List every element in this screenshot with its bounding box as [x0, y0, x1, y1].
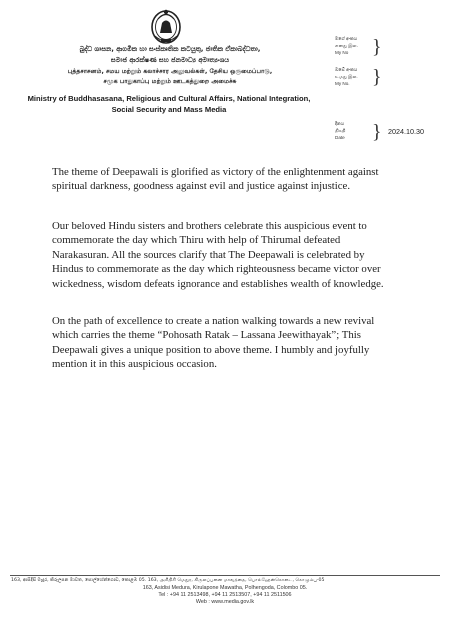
my-number-brace: }	[372, 36, 382, 58]
footer-website: Web : www.media.gov.lk	[195, 599, 255, 605]
ministry-title-tamil-line1: புத்தசாசனம், சமய மற்றும் கலாச்சார அலுவல்கள், தேசிய ஒருமைப்பாடு,	[67, 68, 273, 75]
ministry-title-english-line1: Ministry of Buddhasasana, Religious and Cultural Affairs, National Integration,	[27, 94, 311, 103]
body-paragraph-3: On the path of excellence to create a nation walking towards a new revival which carries the theme “Pohosath Ratak – Lassana Jeewithayak”; This Deepawali gives a unique position to above theme. I humbly and joyfully mention it in this auspicious occasion.	[52, 315, 375, 371]
footer-address-local: 163, ආසිදිසි මැදුර, කිරුලපන මාවත, පොල්හේන්ගොඩ, කොළඹ 05. 163, அசிதிசி மெதுர, கிருலப்பனை மாவத்தை, பொல்ஹேன்கொடை, கொழும்பு-05	[11, 578, 325, 583]
date-brace: }	[372, 121, 382, 143]
ministry-title-english-line2: Social Security and Mass Media	[111, 105, 227, 115]
date-value: 2024.10.30	[388, 127, 424, 136]
date-label: දිනය திகதி Date	[335, 121, 346, 140]
footer-telephone: Tel : +94 11 2513498, +94 11 2513507, +94 11 2511506	[158, 592, 292, 598]
ministry-title-sinhala-line2: සමාජ ආරක්ෂණ සහ ජනමාධ්‍ය අමාත්‍යංශය	[110, 55, 230, 64]
sri-lanka-state-emblem-icon	[149, 6, 183, 46]
your-number-brace: }	[372, 66, 382, 88]
body-paragraph-2: Our beloved Hindu sisters and brothers celebrate this auspicious event to commemorate the day which Thiru with help of Thirumal defeated Narakasuran. All the sources clarify that The Deepawali is celebrated by Hindus to commemorate as the day which righteousness became victor over wickedness, wisdom defeats ignorance and establishes wealth of knowledge.	[52, 220, 384, 290]
footer-address-english: 163, Asidisi Medura, Kirulapone Mawatha, Polhengoda, Colombo 05.	[142, 585, 308, 591]
ministry-title-tamil	[20, 67, 320, 87]
ministry-title-sinhala-line1: බුද්ධ ශාසන, ආගමික හා සංස්කෘතික කටයුතු, ජාතික ඒකාබද්ධතා,	[79, 45, 261, 53]
body-paragraph-1: The theme of Deepawali is glorified as victory of the enlightenment against spiritual darkness, goodness against evil and justice against injustice.	[52, 166, 379, 193]
footer-divider	[10, 575, 440, 576]
ministry-title-english	[8, 93, 330, 115]
ministry-title-tamil-line2: சமூக பாதுகாப்பு மற்றும் ஊடகத்துறை அமைச்சு	[103, 78, 237, 85]
my-number-label: මගේ අංකය எனது இல. My No	[335, 36, 358, 55]
your-number-label: ඔබේ අංකය உமது இல. My No.	[335, 67, 358, 86]
ministry-title-sinhala	[20, 44, 320, 65]
